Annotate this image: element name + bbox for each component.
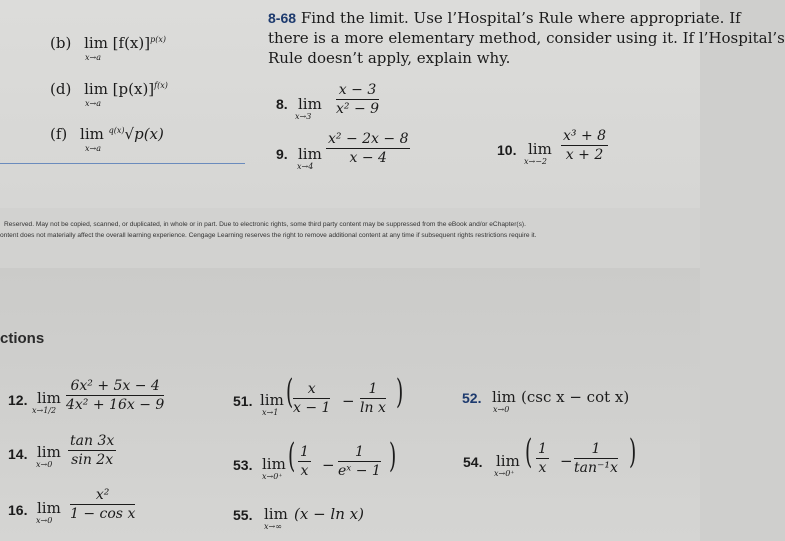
instructions-line: Find the limit. Use l’Hospital’s Rule where appropriate. If — [300, 9, 741, 27]
limit-subscript: x→a — [85, 144, 101, 153]
problem-number: 54. — [463, 454, 483, 470]
lim-label: lim — [262, 455, 286, 473]
left-paren: ( — [287, 436, 296, 476]
copyright-notice-line: ontent does not materially affect the overall learning experience. Cengage Learning reserves the right to remove additional content at any time if subsequent rights restrictions require it. — [0, 232, 537, 239]
problem-number: 9. — [276, 146, 288, 162]
fraction — [336, 82, 379, 117]
fraction — [326, 131, 410, 166]
instructions — [268, 8, 785, 68]
problem-number: 14. — [8, 446, 28, 462]
fraction — [66, 378, 164, 413]
fraction — [574, 441, 618, 476]
numerator: x — [293, 381, 330, 399]
numerator: 1 — [574, 441, 618, 459]
exponent: f(x) — [154, 81, 168, 90]
exercise-range: 8-68 — [268, 10, 297, 26]
fraction — [561, 128, 608, 163]
denominator: tan⁻¹x — [574, 460, 618, 476]
copyright-notice-line: Reserved. May not be copied, scanned, or duplicated, in whole or in part. Due to electronic rights, some third party content may be suppressed from the eBook and/or eChapter(s). — [4, 221, 526, 228]
limit-expression: lim [p(x)] — [84, 80, 155, 98]
exercise-b — [50, 34, 166, 52]
lim-label: lim — [260, 391, 284, 409]
problem-number: 10. — [497, 142, 517, 158]
problem-number: 55. — [233, 507, 253, 523]
denominator: 4x² + 16x − 9 — [66, 397, 165, 413]
lim-label: lim — [496, 452, 520, 470]
denominator: x — [300, 463, 309, 479]
limit-expression: lim [f(x)] — [84, 34, 151, 52]
numerator: tan 3x — [70, 433, 115, 449]
problem-number: 51. — [233, 393, 253, 409]
limit-subscript: x→−2 — [524, 157, 548, 166]
exercise-f — [50, 125, 164, 143]
denominator: x — [538, 460, 547, 476]
problem-number: 16. — [8, 502, 28, 518]
denominator: x + 2 — [565, 147, 604, 163]
limit-expression: lim — [80, 125, 104, 143]
part-label: (f) — [50, 125, 68, 143]
numerator: 1 — [360, 381, 386, 399]
limit-subscript: x→1/2 — [32, 406, 57, 415]
left-paren: ( — [524, 432, 533, 472]
numerator: 1 — [538, 441, 547, 457]
limit-expression: (csc x − cot x) — [521, 388, 630, 406]
limit-subscript: x→0⁺ — [494, 469, 515, 478]
fraction — [68, 433, 116, 468]
lim-label: lim — [37, 499, 61, 517]
limit-subscript: x→0⁺ — [262, 472, 283, 481]
limit-subscript: x→0 — [36, 516, 53, 525]
numerator: 1 — [300, 444, 309, 460]
denominator: ln x — [360, 400, 386, 416]
numerator: 6x² + 5x − 4 — [66, 378, 164, 396]
root-index: q(x) — [108, 126, 125, 135]
fraction — [70, 487, 135, 522]
limit-subscript: x→4 — [297, 162, 314, 171]
exercise-d — [50, 80, 168, 98]
minus-sign: − — [560, 452, 573, 470]
numerator: x² − 2x − 8 — [328, 131, 409, 147]
fraction — [360, 381, 386, 416]
limit-expression: (x − ln x) — [294, 505, 364, 523]
numerator: x³ + 8 — [563, 128, 607, 144]
lim-label: lim — [298, 145, 322, 163]
denominator: x² − 9 — [336, 101, 380, 117]
instructions-line: Rule doesn’t apply, explain why. — [268, 49, 511, 67]
lim-label: lim — [37, 443, 61, 461]
lim-label: lim — [298, 95, 322, 113]
limit-subscript: x→3 — [295, 112, 312, 121]
limit-subscript: x→0 — [36, 460, 53, 469]
left-paren: ( — [285, 372, 294, 412]
root-expression: √p(x) — [124, 125, 164, 143]
lim-label: lim — [37, 389, 61, 407]
problem-number: 8. — [276, 96, 288, 112]
part-label: (d) — [50, 80, 72, 98]
limit-subscript: x→a — [85, 99, 101, 108]
right-paren: ) — [388, 436, 397, 476]
numerator: 1 — [338, 444, 381, 462]
denominator: eˣ − 1 — [338, 463, 381, 479]
limit-subscript: x→1 — [262, 408, 279, 417]
fraction — [293, 381, 330, 416]
part-label: (b) — [50, 34, 72, 52]
limit-subscript: x→a — [85, 53, 101, 62]
fraction — [298, 444, 311, 479]
numerator: x² — [70, 487, 135, 505]
fraction — [338, 444, 381, 479]
divider-line — [0, 163, 245, 164]
right-paren: ) — [628, 432, 637, 472]
limit-subscript: x→∞ — [264, 522, 282, 531]
denominator: sin 2x — [71, 452, 114, 468]
problem-number: 12. — [8, 392, 28, 408]
lim-label: lim — [492, 388, 516, 406]
problem-number: 53. — [233, 457, 253, 473]
lim-label: lim — [264, 505, 288, 523]
numerator: x − 3 — [336, 82, 379, 100]
exponent: p(x) — [150, 35, 166, 44]
denominator: 1 − cos x — [70, 506, 136, 522]
minus-sign: − — [342, 392, 355, 410]
section-heading-fragment: ctions — [0, 330, 45, 347]
limit-subscript: x→0 — [493, 405, 510, 414]
instructions-line: there is a more elementary method, consider using it. If l’Hospital’s — [268, 29, 785, 47]
right-paren: ) — [395, 372, 404, 412]
problem-number: 52. — [462, 390, 482, 406]
lim-label: lim — [528, 140, 552, 158]
fraction — [536, 441, 549, 476]
denominator: x − 4 — [349, 150, 387, 166]
minus-sign: − — [322, 456, 335, 474]
denominator: x − 1 — [293, 400, 331, 416]
